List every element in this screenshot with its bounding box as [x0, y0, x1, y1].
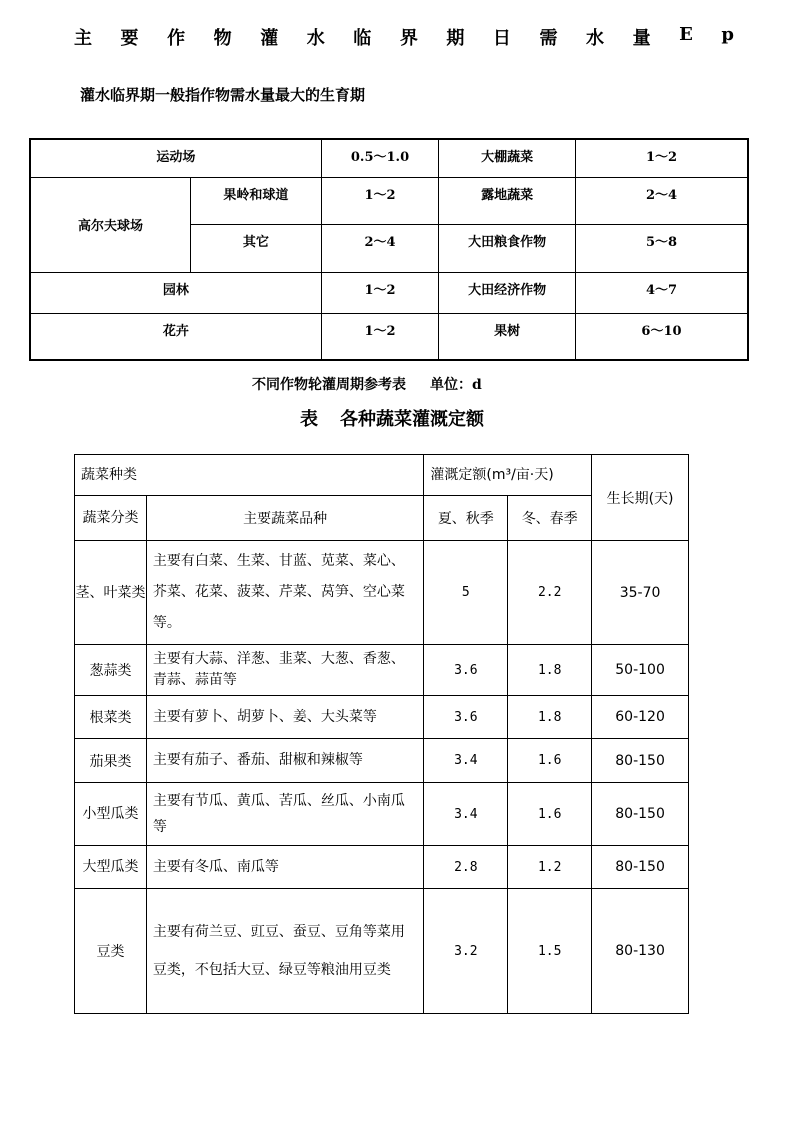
header-cell: 冬、春季: [508, 496, 592, 541]
table-cell: 运动场: [30, 139, 321, 177]
table-cell: 80-150: [592, 739, 689, 783]
header-cell: 蔬菜种类: [75, 455, 424, 496]
table-cell: 3.4: [424, 739, 508, 783]
table-cell: 80-130: [592, 889, 689, 1014]
table-cell: 1～2: [575, 139, 748, 177]
table-row: [75, 541, 689, 645]
table-cell: 80-150: [592, 783, 689, 846]
table-cell: 1～2: [321, 177, 439, 224]
title-char: 期: [446, 28, 465, 49]
header-cell: 蔬菜分类: [75, 496, 147, 541]
table-cell: 大田经济作物: [439, 272, 576, 313]
table-cell: 主要有节瓜、黄瓜、苦瓜、丝瓜、小南瓜等: [146, 783, 423, 846]
header-cell: 灌溉定额(m³/亩·天): [424, 455, 592, 496]
table-row: [30, 272, 748, 313]
table-cell: 豆类: [75, 889, 147, 1014]
table-cell: 3.6: [424, 645, 508, 696]
table-caption: [252, 374, 482, 394]
table-row: [75, 739, 689, 783]
table-cell: 主要有冬瓜、南瓜等: [146, 846, 423, 889]
table-cell: 2.2: [508, 541, 592, 645]
table-row: [75, 783, 689, 846]
table-cell: 80-150: [592, 846, 689, 889]
table-cell: 1.6: [508, 739, 592, 783]
title-char: 需: [539, 28, 558, 49]
table-cell: 1.6: [508, 783, 592, 846]
table-cell: 大型瓜类: [75, 846, 147, 889]
table-cell: 0.5～1.0: [321, 139, 439, 177]
irrigation-table: [29, 138, 749, 361]
table-title: [300, 405, 484, 431]
table-cell: 主要有茄子、番茄、甜椒和辣椒等: [146, 739, 423, 783]
table-cell: 5～8: [575, 224, 748, 272]
header-cell: 夏、秋季: [424, 496, 508, 541]
title-char: 灌: [260, 28, 279, 49]
table-cell: 大棚蔬菜: [439, 139, 576, 177]
table-cell: 50-100: [592, 645, 689, 696]
table-cell: 根菜类: [75, 696, 147, 739]
table-cell: 大田粮食作物: [439, 224, 576, 272]
table-cell: 60-120: [592, 696, 689, 739]
table-cell: 1.8: [508, 696, 592, 739]
table-cell: 3.6: [424, 696, 508, 739]
header-row: [75, 455, 689, 496]
table-cell: 花卉: [30, 313, 321, 360]
table-cell: 主要有荷兰豆、豇豆、蚕豆、豆角等菜用豆类，不包括大豆、绿豆等粮油用豆类: [146, 889, 423, 1014]
table-cell: 果岭和球道: [191, 177, 322, 224]
page-title: [74, 24, 734, 50]
table-cell: 6～10: [575, 313, 748, 360]
table-cell: 主要有白菜、生菜、甘蓝、苋菜、菜心、芥菜、花菜、菠菜、芹菜、莴笋、空心菜等。: [146, 541, 423, 645]
vegetable-irrigation-table: [74, 454, 689, 1014]
table-cell: 3.4: [424, 783, 508, 846]
table-cell: 3.2: [424, 889, 508, 1014]
title-char: 界: [399, 28, 418, 49]
subtitle: 灌水临界期一般指作物需水量最大的生育期: [80, 86, 366, 104]
title-char: 作: [167, 28, 186, 49]
table-cell: 园林: [30, 272, 321, 313]
title-char: 水: [306, 28, 325, 49]
table-cell: 5: [424, 541, 508, 645]
table-title-text: 各种蔬菜灌溉定额: [340, 409, 484, 430]
title-char: 临: [353, 28, 372, 49]
table-cell: 小型瓜类: [75, 783, 147, 846]
table-title-prefix: 表: [300, 409, 318, 430]
table-cell: 主要有萝卜、胡萝卜、姜、大头菜等: [146, 696, 423, 739]
title-char: 物: [213, 28, 232, 49]
table-cell: 1.2: [508, 846, 592, 889]
table-cell: 35-70: [592, 541, 689, 645]
table-cell: 1～2: [321, 272, 439, 313]
title-char: 主: [74, 28, 92, 49]
table-cell: 4～7: [575, 272, 748, 313]
table-cell: 葱蒜类: [75, 645, 147, 696]
table-row: [75, 889, 689, 1014]
header-cell: 主要蔬菜品种: [146, 496, 423, 541]
table-row: [30, 139, 748, 177]
table-row: [30, 177, 748, 224]
table-cell: 2～4: [575, 177, 748, 224]
title-char: 量: [632, 28, 651, 49]
title-char: 要: [120, 28, 139, 49]
caption-text: 不同作物轮灌周期参考表: [252, 377, 406, 393]
header-cell: 生长期(天): [592, 455, 689, 541]
table-row: [30, 313, 748, 360]
table-cell: 1.5: [508, 889, 592, 1014]
table-cell: 茄果类: [75, 739, 147, 783]
title-char: 日: [492, 28, 511, 49]
title-char: p: [721, 24, 734, 45]
table-cell: 1.8: [508, 645, 592, 696]
table-row: [75, 846, 689, 889]
table-cell: 果树: [439, 313, 576, 360]
table-cell: 主要有大蒜、洋葱、韭菜、大葱、香葱、青蒜、蒜苗等: [146, 645, 423, 696]
table-cell: 2.8: [424, 846, 508, 889]
unit-label: 单位：d: [430, 377, 482, 393]
table-cell: 2～4: [321, 224, 439, 272]
table-row: [75, 645, 689, 696]
table-cell: 其它: [191, 224, 322, 272]
table-cell: 茎、叶菜类: [75, 541, 147, 645]
title-char: 水: [586, 28, 605, 49]
table-cell: 露地蔬菜: [439, 177, 576, 224]
table-cell: 1～2: [321, 313, 439, 360]
table-cell: 高尔夫球场: [30, 177, 191, 272]
title-char: E: [679, 24, 693, 45]
table-row: [75, 696, 689, 739]
